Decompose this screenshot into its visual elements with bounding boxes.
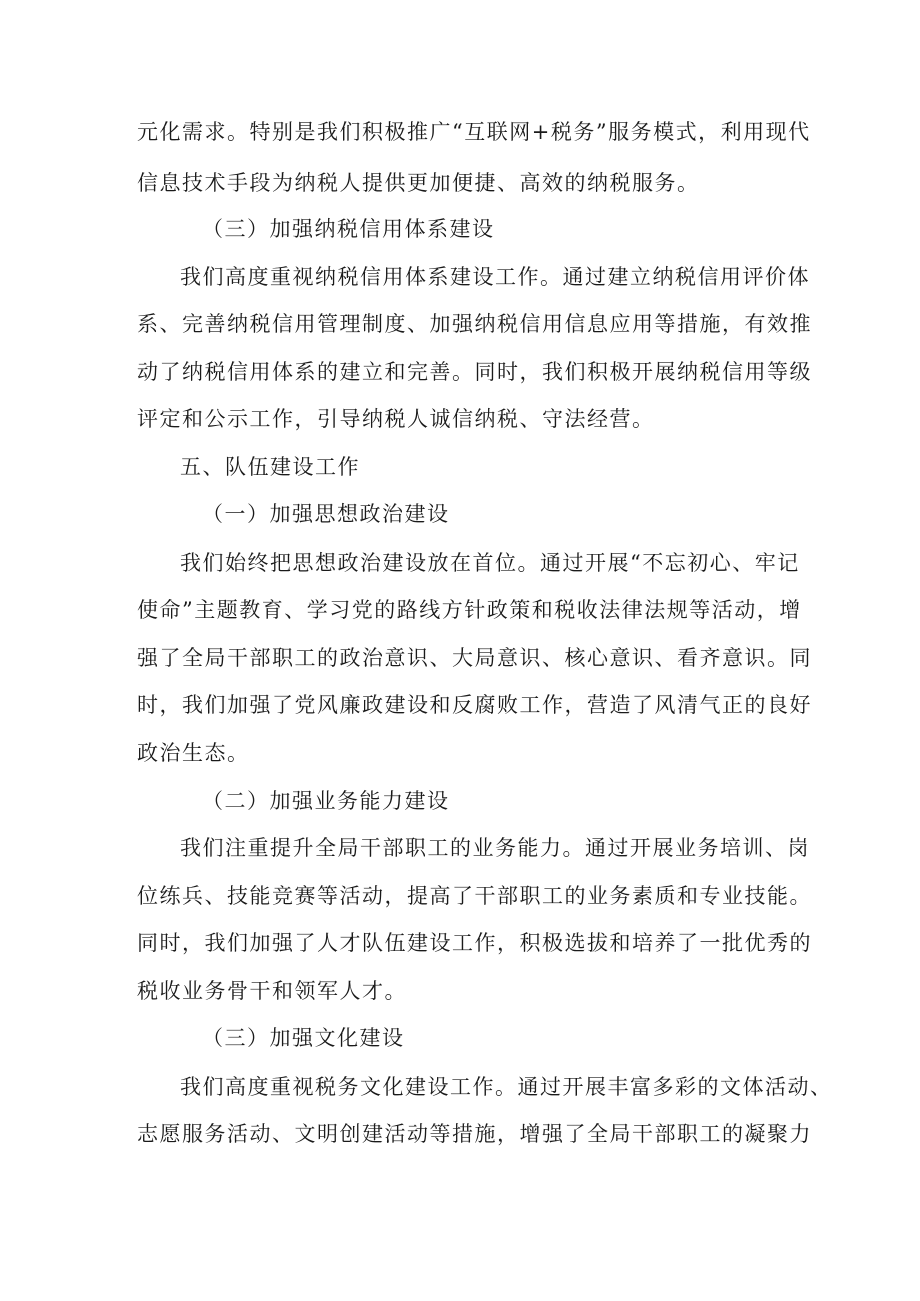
- text-line: 志愿服务活动、文明创建活动等措施，增强了全局干部职工的凝聚力: [137, 1122, 812, 1146]
- text-line: 我们注重提升全局干部职工的业务能力。通过开展业务培训、岗: [180, 836, 810, 860]
- section-heading: （一）加强思想政治建设: [202, 502, 450, 526]
- chapter-heading: 五、队伍建设工作: [180, 455, 360, 479]
- text-line: 使命”主题教育、学习党的路线方针政策和税收法律法规等活动，增: [137, 598, 802, 622]
- text-line: 税收业务骨干和领军人才。: [137, 979, 407, 1003]
- text-line: 系、完善纳税信用管理制度、加强纳税信用信息应用等措施，有效推: [137, 312, 812, 336]
- text-line: 动了纳税信用体系的建立和完善。同时，我们积极开展纳税信用等级: [137, 360, 812, 384]
- text-line: 时，我们加强了党风廉政建设和反腐败工作，营造了风清气正的良好: [137, 693, 812, 717]
- text-line: 我们始终把思想政治建设放在首位。通过开展“不忘初心、牢记: [180, 551, 800, 575]
- text-line: 位练兵、技能竞赛等活动，提高了干部职工的业务素质和专业技能。: [137, 884, 812, 908]
- text-line: 信息技术手段为纳税人提供更加便捷、高效的纳税服务。: [137, 171, 700, 195]
- text-line: 我们高度重视税务文化建设工作。通过开展丰富多彩的文体活动、: [180, 1075, 833, 1099]
- text-line: 强了全局干部职工的政治意识、大局意识、核心意识、看齐意识。同: [137, 646, 812, 670]
- section-heading: （三）加强文化建设: [202, 1026, 405, 1050]
- section-heading: （三）加强纳税信用体系建设: [202, 217, 495, 241]
- text-line: 我们高度重视纳税信用体系建设工作。通过建立纳税信用评价体: [180, 265, 810, 289]
- text-line: 政治生态。: [137, 741, 250, 765]
- text-line: 评定和公示工作，引导纳税人诚信纳税、守法经营。: [137, 407, 655, 431]
- text-line: 元化需求。特别是我们积极推广“互联网+税务”服务模式，利用现代: [137, 120, 811, 144]
- text-line: 同时，我们加强了人才队伍建设工作，积极选拔和培养了一批优秀的: [137, 931, 812, 955]
- section-heading: （二）加强业务能力建设: [202, 789, 450, 813]
